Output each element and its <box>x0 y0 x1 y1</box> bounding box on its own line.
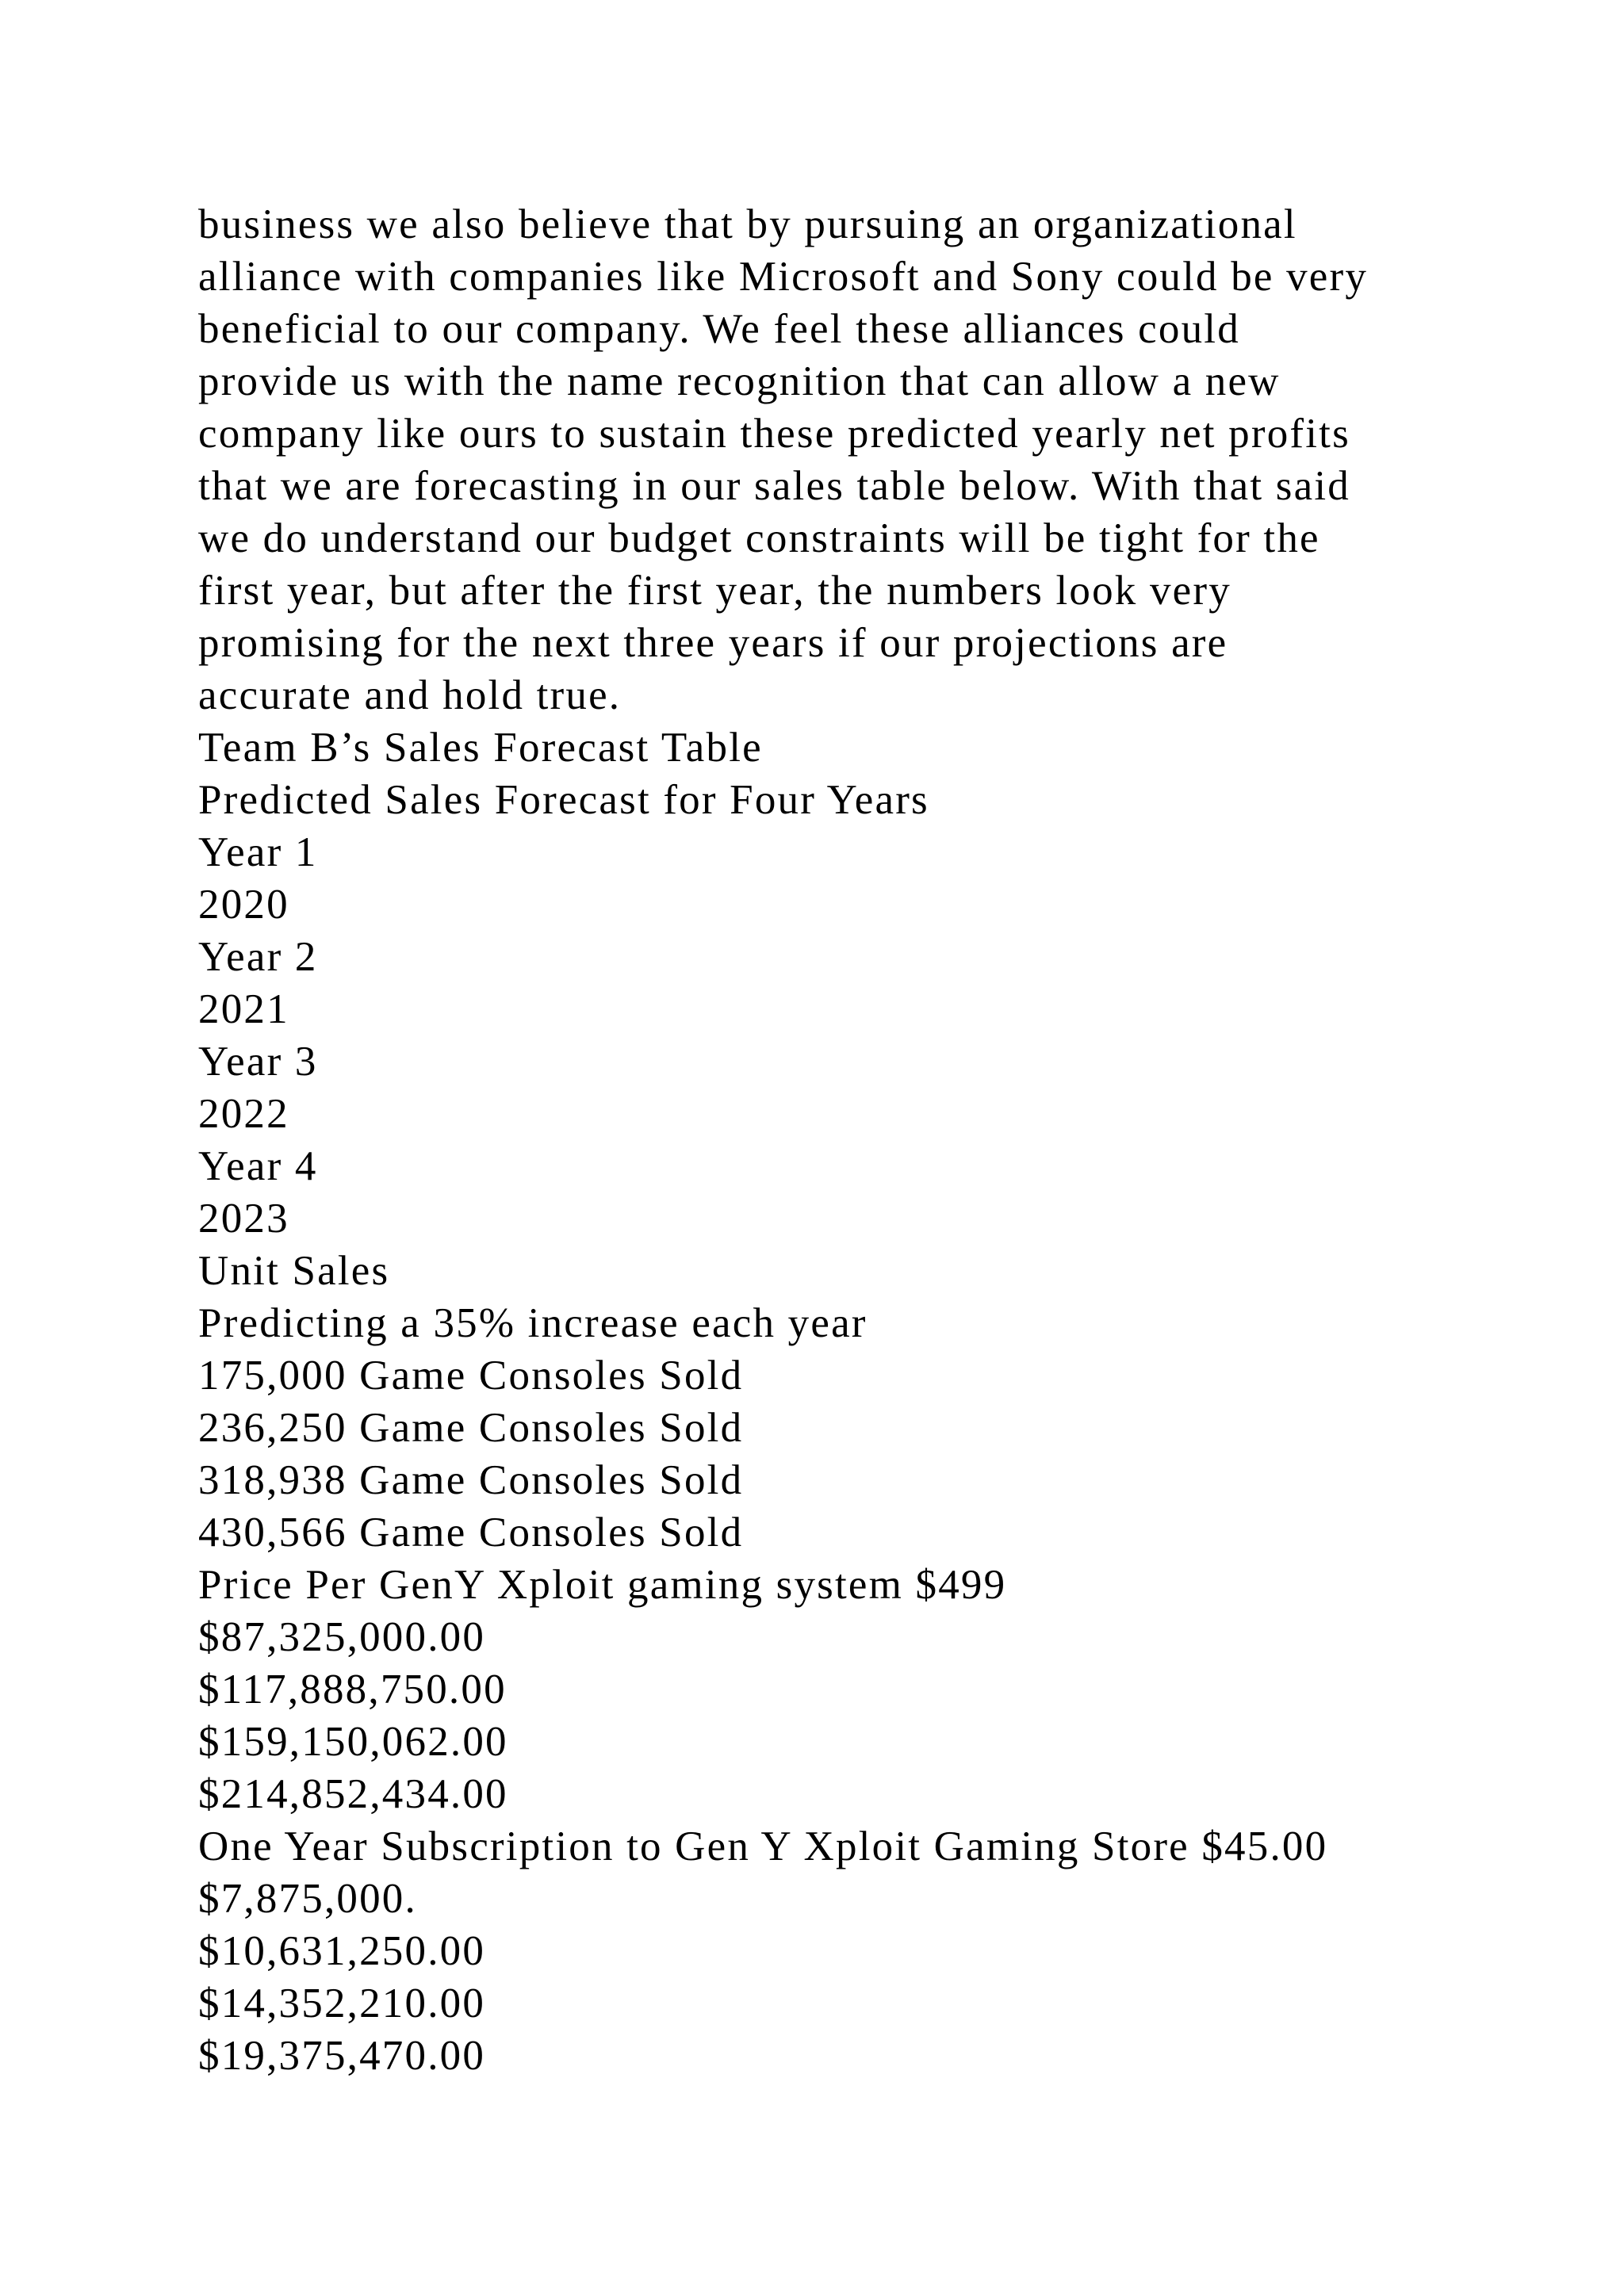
column-date-label: 2020 <box>198 882 289 928</box>
console-revenue-value: $87,325,000.00 <box>198 1614 486 1660</box>
paragraph-line: beneficial to our company. We feel these alliances could <box>198 306 1240 352</box>
subscription-revenue-value: $19,375,470.00 <box>198 2033 486 2079</box>
unit-sales-value: 175,000 Game Consoles Sold <box>198 1353 744 1399</box>
unit-sales-value: 430,566 Game Consoles Sold <box>198 1510 744 1556</box>
console-revenue-value: $214,852,434.00 <box>198 1771 508 1817</box>
paragraph-line: we do understand our budget constraints will be tight for the <box>198 515 1320 561</box>
column-year-label: Year 1 <box>198 829 318 875</box>
document-body <box>198 198 1499 2082</box>
body-paragraph <box>198 198 1499 721</box>
paragraph-line: accurate and hold true. <box>198 672 622 718</box>
paragraph-line: first year, but after the first year, the numbers look very <box>198 568 1231 614</box>
column-year-label: Year 2 <box>198 934 318 980</box>
unit-sales-value: 236,250 Game Consoles Sold <box>198 1405 744 1451</box>
sales-forecast-table <box>198 721 1499 2082</box>
paragraph-line: company like ours to sustain these predicted yearly net profits <box>198 411 1350 457</box>
paragraph-line: provide us with the name recognition that can allow a new <box>198 358 1281 404</box>
unit-sales-value: 318,938 Game Consoles Sold <box>198 1457 744 1503</box>
table-header: Predicted Sales Forecast for Four Years <box>198 777 929 823</box>
paragraph-line: that we are forecasting in our sales table below. With that said <box>198 463 1350 509</box>
unit-sales-label: Unit Sales <box>198 1248 390 1294</box>
paragraph-line: alliance with companies like Microsoft and Sony could be very <box>198 254 1369 300</box>
console-revenue-value: $117,888,750.00 <box>198 1667 507 1712</box>
subscription-revenue-value: $10,631,250.00 <box>198 1928 486 1974</box>
subscription-revenue-value: $14,352,210.00 <box>198 1980 486 2026</box>
column-date-label: 2023 <box>198 1196 289 1242</box>
unit-sales-note: Predicting a 35% increase each year <box>198 1300 868 1346</box>
console-revenue-label: Price Per GenY Xploit gaming system $499 <box>198 1562 1007 1608</box>
subscription-revenue-label: One Year Subscription to Gen Y Xploit Gaming Store $45.00 <box>198 1823 1328 1869</box>
column-year-label: Year 3 <box>198 1039 318 1085</box>
paragraph-line: business we also believe that by pursuing an organizational <box>198 201 1297 247</box>
console-revenue-value: $159,150,062.00 <box>198 1719 508 1765</box>
paragraph-line: promising for the next three years if our projections are <box>198 620 1228 666</box>
column-year-label: Year 4 <box>198 1143 318 1189</box>
table-title: Team B’s Sales Forecast Table <box>198 725 763 771</box>
column-date-label: 2021 <box>198 986 289 1032</box>
subscription-revenue-value: $7,875,000. <box>198 1876 417 1922</box>
column-date-label: 2022 <box>198 1091 289 1137</box>
